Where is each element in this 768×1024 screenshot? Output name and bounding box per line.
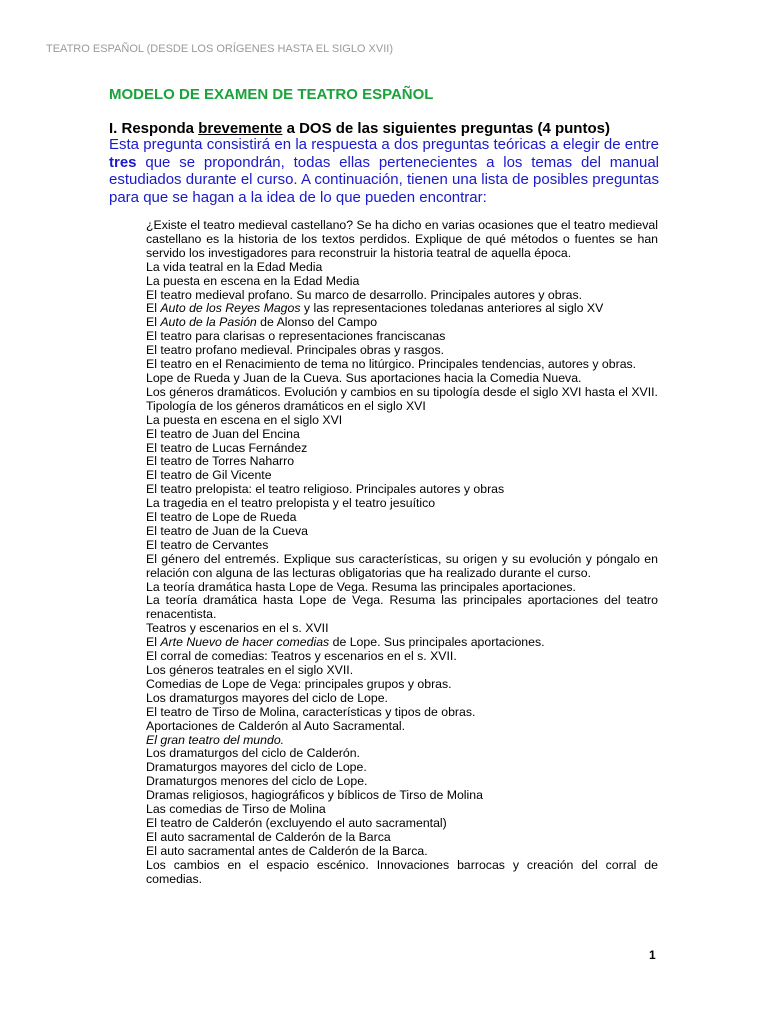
section-heading-emphasis: brevemente <box>198 120 283 137</box>
question-item <box>146 400 658 414</box>
question-item <box>146 761 658 775</box>
question-text: Tipología de los géneros dramáticos en el siglo XVI <box>146 398 426 413</box>
question-text: Dramaturgos menores del ciclo de Lope. <box>146 774 368 789</box>
question-text: El teatro prelopista: el teatro religioso. Principales autores y obras <box>146 482 505 497</box>
question-item <box>146 553 658 581</box>
question-text: El teatro de Juan de la Cueva <box>146 523 309 538</box>
question-item <box>146 511 658 525</box>
question-item <box>146 261 658 275</box>
question-item <box>146 428 658 442</box>
question-item <box>146 219 658 261</box>
question-text: El teatro medieval profano. Su marco de desarrollo. Principales autores y obras. <box>146 287 583 302</box>
section-heading-prefix: I. Responda <box>109 120 199 137</box>
question-list <box>146 219 658 887</box>
question-item <box>146 455 658 469</box>
question-text: Comedias de Lope de Vega: principales grupos y obras. <box>146 676 452 691</box>
question-text: Aportaciones de Calderón al Auto Sacramental. <box>146 718 406 733</box>
section-heading <box>109 120 610 137</box>
question-text: Dramaturgos mayores del ciclo de Lope. <box>146 760 367 775</box>
instructions-part-1: Esta pregunta consistirá en la respuesta a dos preguntas teóricas a elegir de entre <box>109 136 659 153</box>
question-text: El teatro de Juan del Encina <box>146 426 300 441</box>
question-item <box>146 581 658 595</box>
question-item <box>146 275 658 289</box>
question-item <box>146 664 658 678</box>
page-number: 1 <box>649 948 656 962</box>
question-text: de Alonso del Campo <box>256 315 378 330</box>
question-item <box>146 803 658 817</box>
question-text: La teoría dramática hasta Lope de Vega. Resuma las principales aportaciones. <box>146 579 576 594</box>
question-item <box>146 747 658 761</box>
question-text: El teatro de Lope de Rueda <box>146 510 297 525</box>
question-item <box>146 706 658 720</box>
question-item <box>146 539 658 553</box>
question-item <box>146 636 658 650</box>
question-item <box>146 831 658 845</box>
question-item <box>146 330 658 344</box>
question-text: La puesta en escena en el siglo XVI <box>146 412 343 427</box>
question-item <box>146 483 658 497</box>
question-text: Los géneros dramáticos. Evolución y cambios en su tipología desde el siglo XVI hasta el XVII. <box>146 384 658 399</box>
instructions-paragraph <box>109 136 659 206</box>
question-text: Los géneros teatrales en el siglo XVII. <box>146 663 354 677</box>
question-text: El teatro en el Renacimiento de tema no litúrgico. Principales tendencias, autores y obras. <box>146 357 637 372</box>
instructions-bold-word: tres <box>109 153 137 171</box>
instructions-part-2: que se propondrán, todas ellas pertenecientes a los temas del manual estudiados durante el curso. A continuación, tienen una lista de posibles preguntas para que se hagan a la idea de lo que pueden encontrar: <box>109 153 659 206</box>
question-item <box>146 344 658 358</box>
question-item <box>146 650 658 664</box>
question-text: El <box>146 301 161 316</box>
question-text: El teatro profano medieval. Principales obras y rasgos. <box>146 343 445 358</box>
question-text: ¿Existe el teatro medieval castellano? Se ha dicho en varias ocasiones que el teatro medieval castellano es la historia de los textos perdidos. Explique de qué métodos o fuentes se han servido los investigadores para reconstruir la historia teatral de aquella época. <box>146 218 658 260</box>
question-text: El teatro para clarisas o representaciones franciscanas <box>146 329 446 344</box>
question-text: y las representaciones toledanas anteriores al siglo XV <box>300 301 604 316</box>
question-text: Los cambios en el espacio escénico. Innovaciones barrocas y creación del corral de comedias. <box>146 857 658 886</box>
running-header: TEATRO ESPAÑOL (DESDE LOS ORÍGENES HASTA EL SIGLO XVII) <box>46 43 393 55</box>
question-item <box>146 442 658 456</box>
question-item <box>146 594 658 622</box>
question-item <box>146 525 658 539</box>
question-text: Teatros y escenarios en el s. XVII <box>146 621 329 636</box>
question-item <box>146 302 658 316</box>
work-title: Auto de los Reyes Magos <box>160 301 301 316</box>
question-item <box>146 622 658 636</box>
question-item <box>146 358 658 372</box>
question-text: La teoría dramática hasta Lope de Vega. Resuma las principales aportaciones del teatro renacentista. <box>146 593 658 622</box>
question-text: El corral de comedias: Teatros y escenarios en el s. XVII. <box>146 649 457 664</box>
question-text: Dramas religiosos, hagiográficos y bíblicos de Tirso de Molina <box>146 788 483 803</box>
question-text: El teatro de Lucas Fernández <box>146 440 308 455</box>
question-item <box>146 386 658 400</box>
question-item <box>146 817 658 831</box>
question-item <box>146 316 658 330</box>
question-text: El auto sacramental de Calderón de la Barca <box>146 829 391 844</box>
question-item <box>146 775 658 789</box>
question-text: La tragedia en el teatro prelopista y el teatro jesuítico <box>146 496 436 511</box>
question-text: El género del entremés. Explique sus características, su origen y su evolución y póngalo en relación con alguna de las lecturas obligatorias que ha realizado durante el curso. <box>146 551 658 580</box>
question-item <box>146 845 658 859</box>
question-text: El teatro de Torres Naharro <box>146 454 295 469</box>
question-text: Los dramaturgos mayores del ciclo de Lope. <box>146 690 388 705</box>
question-item <box>146 372 658 386</box>
question-item <box>146 414 658 428</box>
question-text: de Lope. Sus principales aportaciones. <box>329 635 545 650</box>
question-item <box>146 678 658 692</box>
work-title: Arte Nuevo de hacer comedias <box>160 635 330 650</box>
question-text: El <box>146 635 161 650</box>
question-item <box>146 789 658 803</box>
question-text: El teatro de Gil Vicente <box>146 468 272 483</box>
question-text: El teatro de Cervantes <box>146 537 269 552</box>
section-heading-suffix: a DOS de las siguientes preguntas (4 puntos) <box>282 120 610 137</box>
question-item <box>146 692 658 706</box>
question-text: El auto sacramental antes de Calderón de la Barca. <box>146 843 428 858</box>
work-title: El gran teatro del mundo. <box>146 732 285 747</box>
question-text: Las comedias de Tirso de Molina <box>146 802 326 817</box>
question-text: El teatro de Calderón (excluyendo el auto sacramental) <box>146 815 447 830</box>
question-item <box>146 734 658 748</box>
question-item <box>146 859 658 887</box>
exam-title: MODELO DE EXAMEN DE TEATRO ESPAÑOL <box>109 86 434 103</box>
question-text: El teatro de Tirso de Molina, características y tipos de obras. <box>146 704 476 719</box>
work-title: Auto de la Pasión <box>160 315 257 330</box>
question-text: Lope de Rueda y Juan de la Cueva. Sus aportaciones hacia la Comedia Nueva. <box>146 370 582 385</box>
question-text: Los dramaturgos del ciclo de Calderón. <box>146 746 360 761</box>
question-item <box>146 720 658 734</box>
question-text: La vida teatral en la Edad Media <box>146 259 323 274</box>
question-item <box>146 289 658 303</box>
question-item <box>146 469 658 483</box>
question-text: El <box>146 315 161 330</box>
question-text: La puesta en escena en la Edad Media <box>146 273 360 288</box>
question-item <box>146 497 658 511</box>
